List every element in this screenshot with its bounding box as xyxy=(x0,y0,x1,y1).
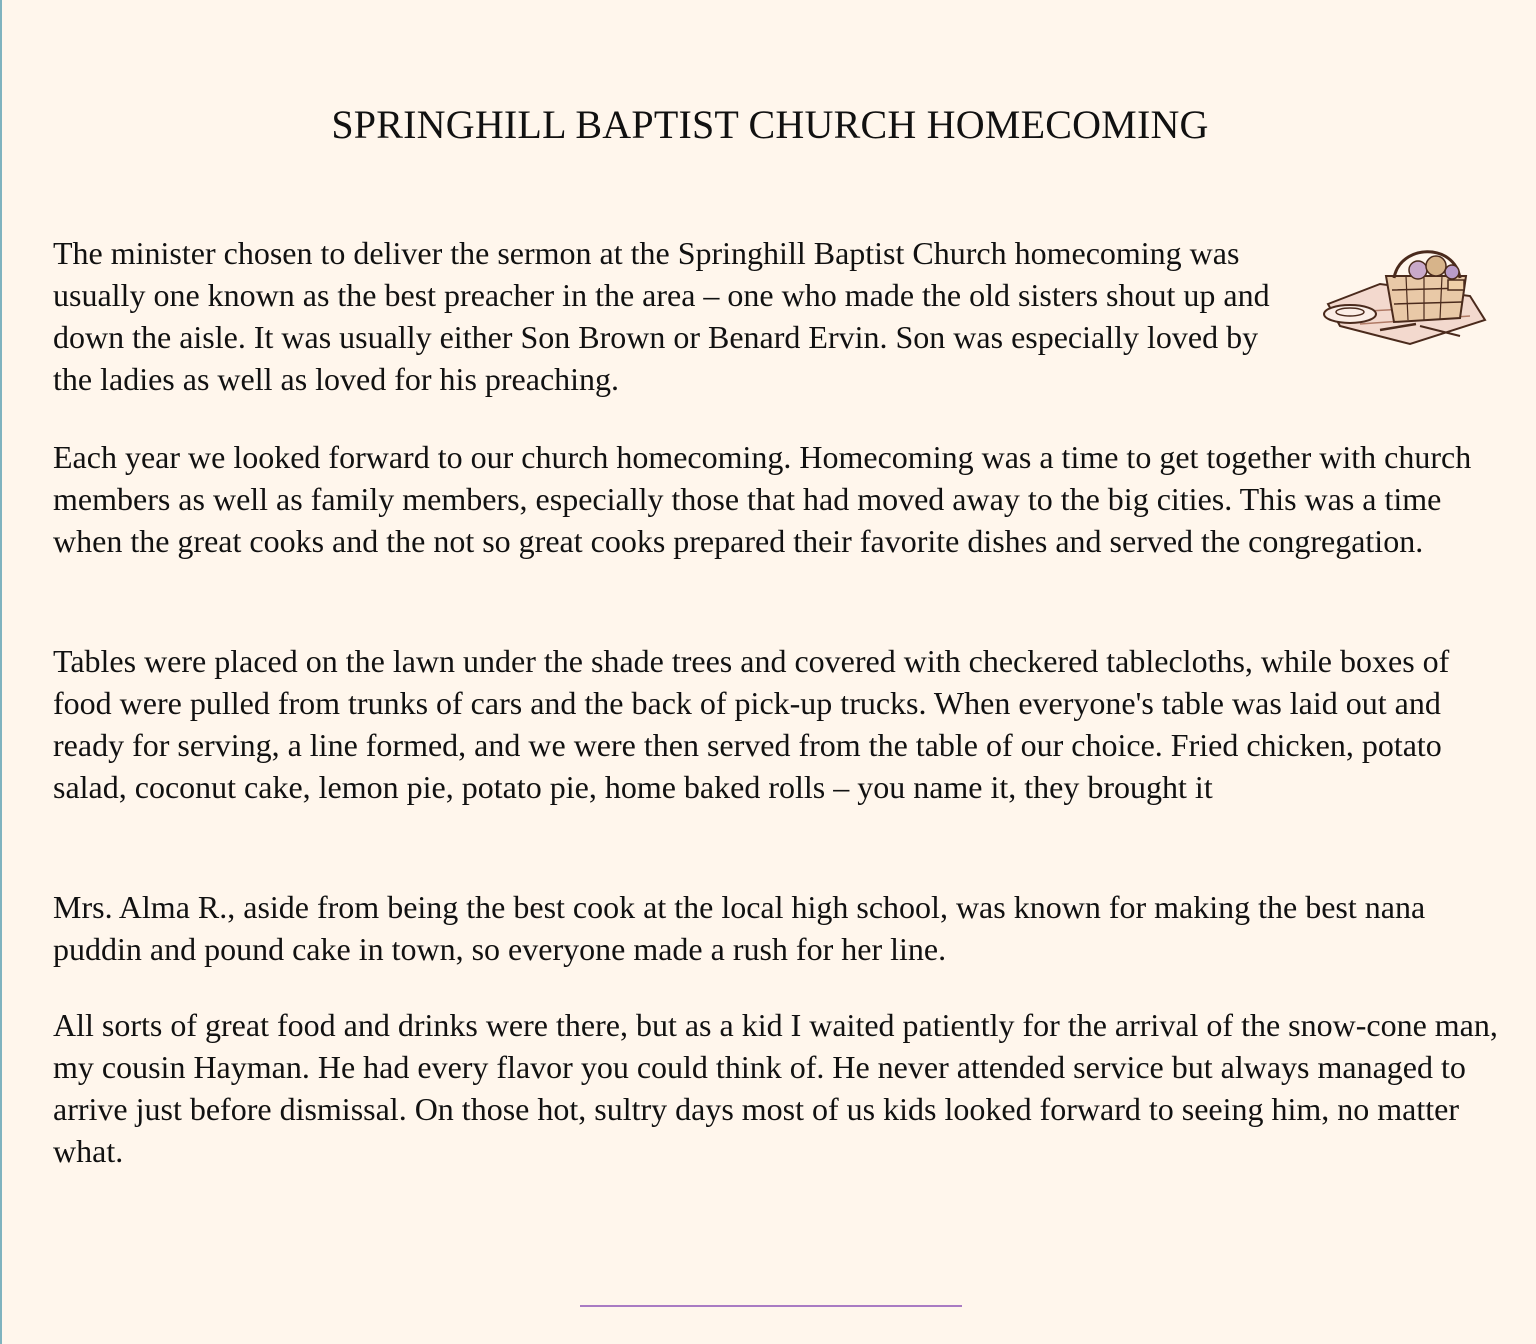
paragraph-mrs-alma: Mrs. Alma R., aside from being the best cook at the local high school, was known for making the best nana puddin and pound cake in town, so everyone made a rush for her line. xyxy=(53,889,1426,967)
paragraph-snow-cone-man: All sorts of great food and drinks were there, but as a kid I waited patiently for the arrival of the snow-cone man, my cousin Hayman. He had every flavor you could think of. He never attended service but always managed to arrive just before dismissal. On those hot, sultry days most of us kids looked forward to seeing him, no matter what. xyxy=(53,1007,1498,1169)
paragraph-minister: The minister chosen to deliver the sermon at the Springhill Baptist Church homecoming was usually one known as the best preacher in the area – one who made the old sisters shout up and down the aisle. It was usually either Son Brown or Benard Ervin. Son was especially loved by the ladies as well as loved for his preaching. xyxy=(53,235,1270,397)
paragraph-homecoming: Each year we looked forward to our church homecoming. Homecoming was a time to get together with church members as well as family members, especially those that had moved away to the big cities. This was a time when the great cooks and the not so great cooks prepared their favorite dishes and served the congregation. xyxy=(53,439,1472,559)
page-title: SPRINGHILL BAPTIST CHURCH HOMECOMING xyxy=(331,102,1209,147)
footer-divider xyxy=(580,1305,962,1307)
picnic-basket-icon xyxy=(1320,240,1490,352)
paragraph-tables: Tables were placed on the lawn under the shade trees and covered with checkered tablecloths, while boxes of food were pulled from trunks of cars and the back of pick-up trucks. When everyone's table was laid out and ready for serving, a line formed, and we were then served from the table of our choice. Fried chicken, potato salad, coconut cake, lemon pie, potato pie, home baked rolls – you name it, they brought it xyxy=(53,643,1450,805)
